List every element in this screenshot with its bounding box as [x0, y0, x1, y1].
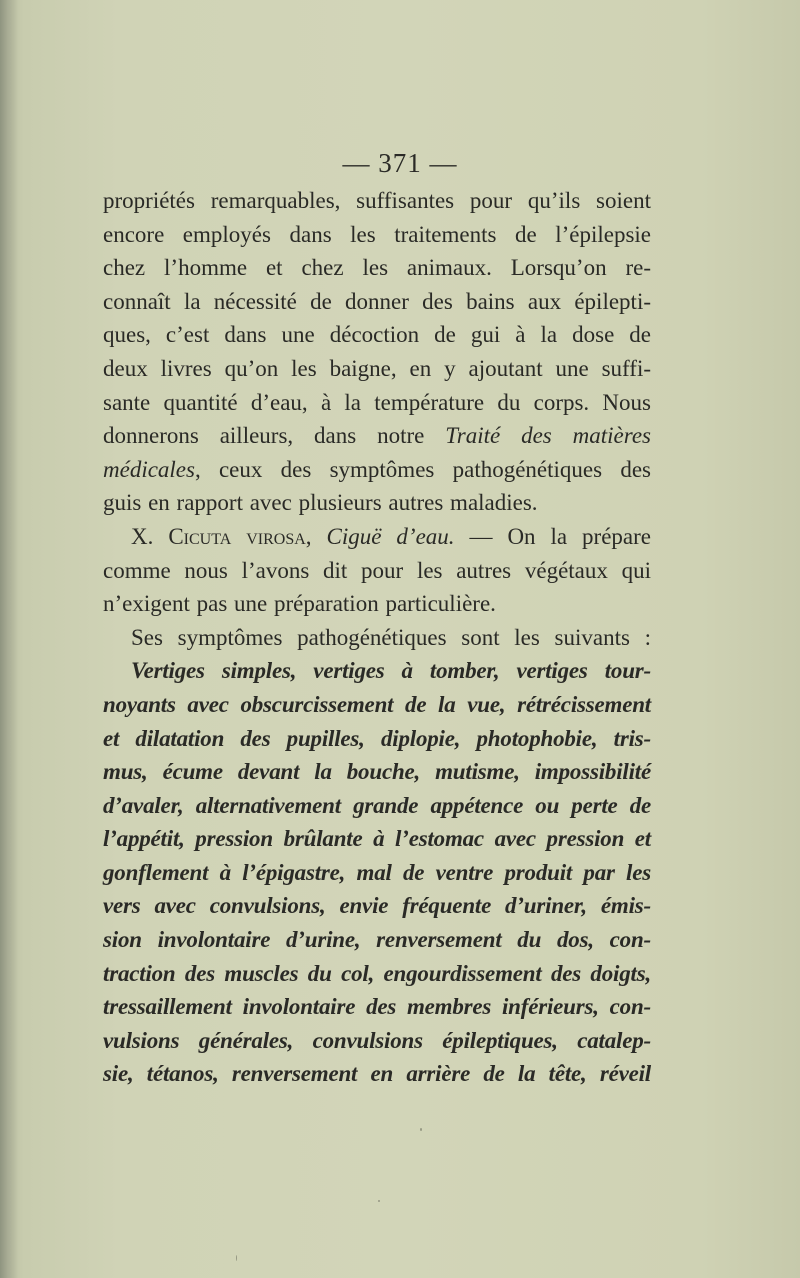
plant-latin-name: Cicuta virosa: [168, 523, 306, 549]
text-run: , ceux des symptômes pathogénétiques des: [194, 456, 651, 482]
section-number: X.: [131, 523, 169, 549]
text-run: — On la prépare: [454, 523, 652, 549]
symptom-line: noyants avec obscurcissement de la vue, rétrécissement: [103, 691, 651, 717]
text-line: Ses symptômes pathogénétiques sont les suivants :: [131, 624, 651, 650]
body-text: [103, 184, 651, 1091]
text-line: connaît la nécessité de donner des bains aux épilepti-: [103, 288, 651, 314]
symptom-line: sion involontaire d’urine, renversement du dos, con-: [103, 927, 651, 953]
text-line: encore employés dans les traitements de l’épilepsie: [103, 221, 651, 247]
text-line: comme nous l’avons dit pour les autres végétaux qui: [103, 557, 651, 583]
text-line: n’exigent pas une préparation particulière.: [103, 591, 496, 617]
text-line: propriétés remarquables, suffisantes pour qu’ils soient: [103, 188, 651, 213]
section-heading-line: [103, 520, 651, 554]
symptom-line: sie, tétanos, renversement en arrière de la tête, réveil: [103, 1061, 651, 1087]
book-title: médicales: [103, 456, 195, 482]
symptom-line: Vertiges simples, vertiges à tomber, vertiges tour-: [131, 658, 651, 684]
paper-speck: [236, 1255, 237, 1261]
symptom-line: traction des muscles du col, engourdissement des doigts,: [103, 960, 651, 986]
text-line: deux livres qu’on les baigne, en y ajoutant une suffi-: [103, 355, 651, 381]
plant-common-name: Ciguë d’eau.: [326, 523, 455, 549]
text-line: ques, c’est dans une décoction de gui à la dose de: [103, 322, 651, 348]
symptom-line: gonflement à l’épigastre, mal de ventre produit par les: [103, 859, 651, 885]
symptom-line: mus, écume devant la bouche, mutisme, impossibilité: [103, 759, 651, 785]
symptom-line: vers avec convulsions, envie fréquente d’uriner, émis-: [103, 893, 651, 919]
text-run: donnerons ailleurs, dans notre: [103, 423, 446, 449]
text-line: chez l’homme et chez les animaux. Lorsqu’on re-: [103, 255, 651, 281]
paper-speck: [420, 1128, 422, 1131]
symptom-line: et dilatation des pupilles, diplopie, photophobie, tris-: [103, 725, 651, 751]
text-line: guis en rapport avec plusieurs autres maladies.: [103, 490, 538, 516]
symptom-line: vulsions générales, convulsions épileptiques, catalep-: [103, 1027, 651, 1053]
book-title: Traité des matières: [445, 423, 652, 449]
text-line: [103, 419, 651, 453]
symptom-line: l’appétit, pression brûlante à l’estomac avec pression et: [103, 826, 651, 852]
page-number: — 371 —: [342, 148, 458, 178]
text-line: sante quantité d’eau, à la température du corps. Nous: [103, 389, 651, 415]
symptom-line: tressaillement involontaire des membres inférieurs, con-: [103, 994, 651, 1020]
symptom-line: d’avaler, alternativement grande appétence ou perte de: [103, 792, 651, 818]
binding-shadow: [0, 0, 18, 1278]
text-line: [103, 453, 651, 487]
paper-speck: [378, 1200, 380, 1202]
text-run: ,: [305, 523, 327, 549]
